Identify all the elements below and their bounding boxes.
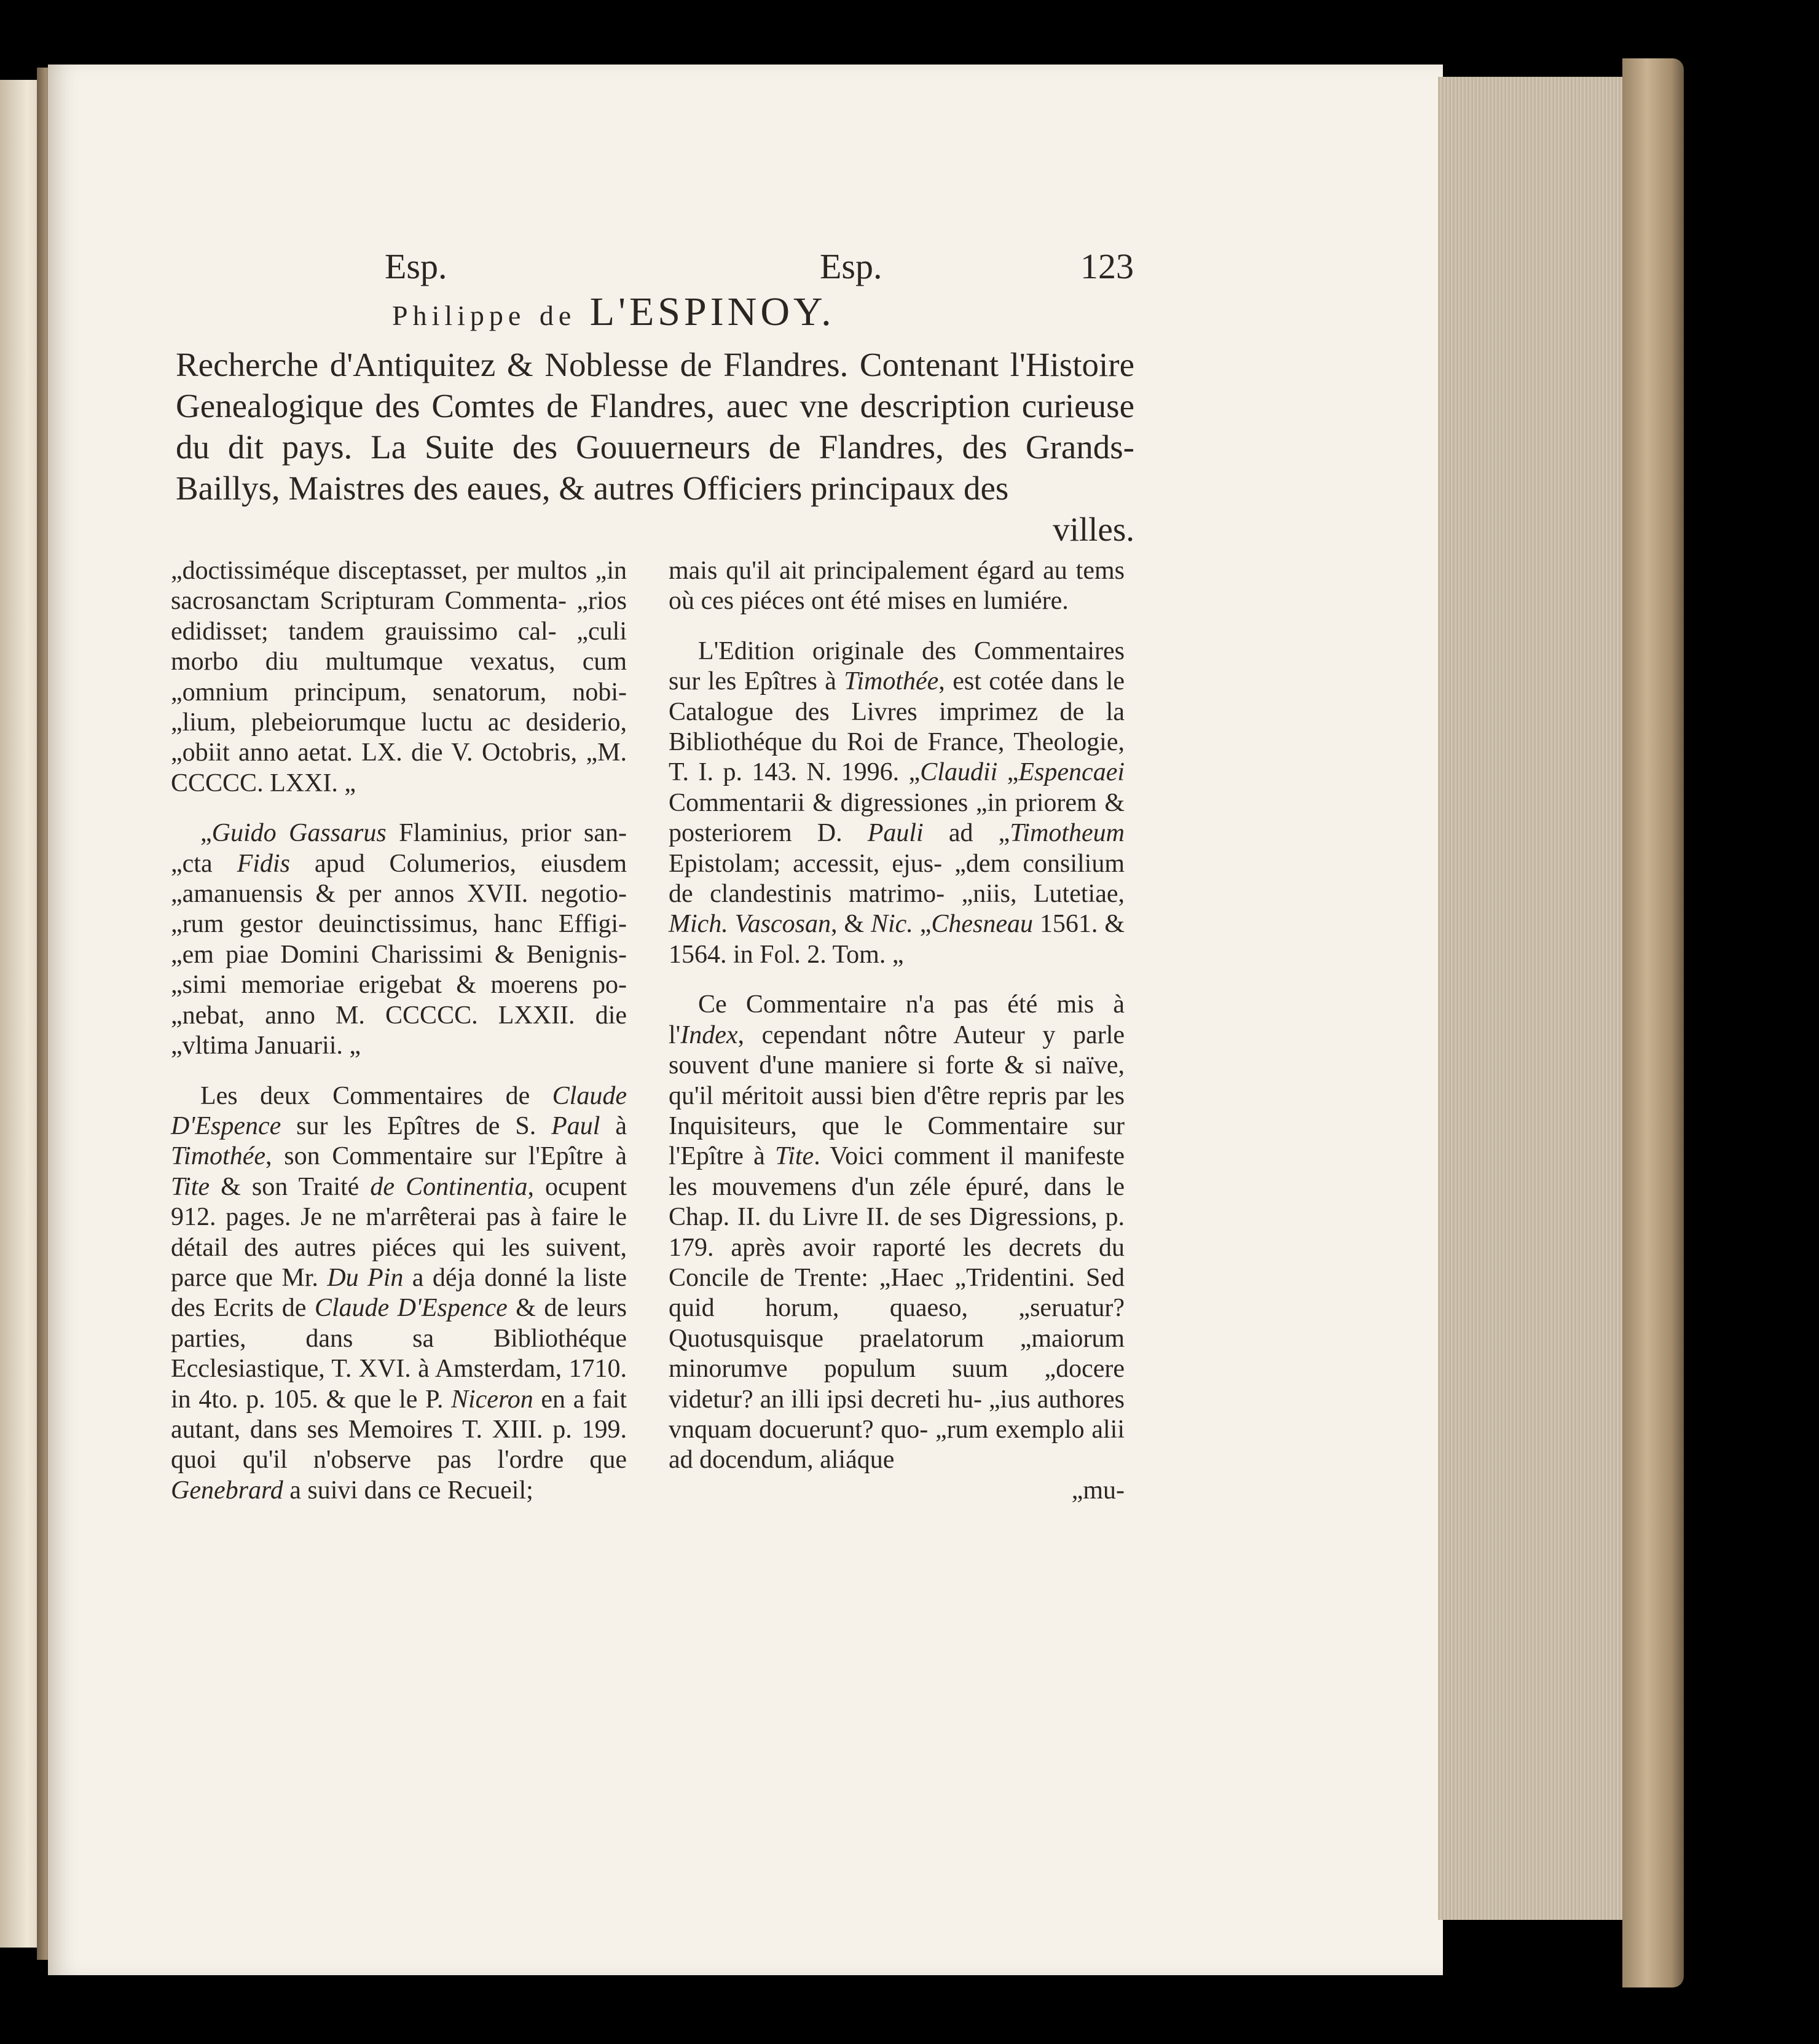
author-particle: de — [539, 300, 576, 331]
title-last-word: villes. — [1053, 511, 1134, 548]
author-first-name: Philippe — [392, 300, 526, 331]
running-head-left: Esp. — [385, 246, 447, 286]
epitaph-paragraph-1: „doctissiméque disceptasset, per multos „in sacrosanctam Scripturam Commenta- „rios edidisset; tandem grauissimo cal- „culi morbo diu multumque vexatus, cum „omnium principum, senatorum, nobi- „lium, plebeiorumque luctu ac desiderio, „obiit anno aetat. LX. die V. Octobris, „M. CCCCC. LXXI. „ — [171, 557, 627, 797]
book-cover-edge — [1622, 58, 1684, 1987]
continuation-paragraph: mais qu'il ait principalement égard au tems où ces piéces ont été mises en lumiére. — [669, 557, 1125, 616]
page-number: 123 — [1080, 246, 1134, 286]
epitaph-paragraph-2: „Guido Gassarus Flaminius, prior san- „cta Fidis apud Columerios, eiusdem „amanuensis & per annos XVII. negotio- „rum gestor deuinctissimus, hanc Effigi- „em piae Domini Charissimi & Benignis- „simi memoriae erigebat & moerens po- „nebat, anno M. CCCCC. LXXII. die „vltima Januarii. „ — [171, 819, 627, 1060]
book-title-entry — [176, 344, 1134, 550]
running-head — [0, 246, 1819, 289]
title-text: Recherche d'Antiquitez & Noblesse de Flandres. Contenant l'Histoire Genealogique des Comtes de Flandres, auec vne description curieuse du dit pays. La Suite des Gouuerneurs de Flandres, des Grands-Baillys, Maistres des eaues, & autres Officiers principaux des — [176, 346, 1134, 507]
author-heading — [392, 289, 1093, 335]
author-surname: L'ESPINOY. — [589, 289, 835, 334]
left-column — [171, 556, 627, 1506]
catchword: „mu- — [1071, 1476, 1125, 1505]
running-head-center: Esp. — [820, 246, 882, 286]
edition-paragraph: L'Edition originale des Commentaires sur les Epîtres à Timothée, est cotée dans le Catalogue des Livres imprimez de la Bibliothéque du Roi de France, Theologie, T. I. p. 143. N. 1996. „Claudii „Espencaei Commentarii & digressiones „in priorem & posteriorem D. Pauli ad „Timotheum Epistolam; accessit, ejus- „dem consilium de clandestinis matrimo- „niis, Lutetiae, Mich. Vascosan, & Nic. „Chesneau 1561. & 1564. in Fol. 2. Tom. „ — [669, 636, 1125, 969]
page-edges — [1438, 77, 1626, 1920]
index-paragraph: Ce Commentaire n'a pas été mis à l'Index, cependant nôtre Auteur y parle souvent d'une maniere si forte & si naïve, qu'il méritoit aussi bien d'être repris par les Inquisiteurs, que le Commentaire sur l'Epître à Tite. Voici comment il manifeste les mouvemens d'un zéle épuré, dans le Chap. II. du Livre II. de ses Digressions, p. 179. après avoir raporté les decrets du Concile de Trente: „Haec „Tridentini. Sed quid horum, quaeso, „seruatur? Quotusquisque praelatorum „maiorum minorumve populum suum „docere videtur? an illi ipsi decreti hu- „ius authores vnquam docuerunt? quo- „rum exemplo alii ad docendum, aliáque — [669, 990, 1125, 1474]
right-column — [669, 556, 1125, 1506]
commentary-paragraph: Les deux Commentaires de Claude D'Espence sur les Epîtres de S. Paul à Timothée, son Commentaire sur l'Epître à Tite & son Traité de Continentia, ocupent 912. pages. Je ne m'arrêterai pas à faire le détail des autres piéces qui les suivent, parce que Mr. Du Pin a déja donné la liste des Ecrits de Claude D'Espence & de leurs parties, dans sa Bibliothéque Ecclesiastique, T. XVI. à Amsterdam, 1710. in 4to. p. 105. & que le P. Niceron en a fait autant, dans ses Memoires T. XIII. p. 199. quoi qu'il n'observe pas l'ordre que Genebrard a suivi dans ce Recueil; — [171, 1081, 627, 1505]
